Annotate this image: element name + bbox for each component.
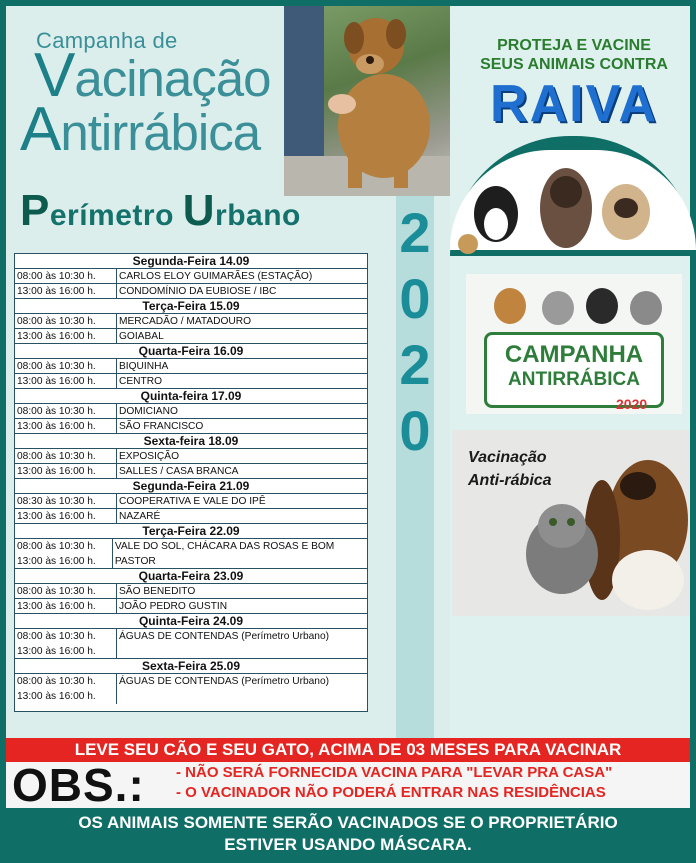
place-cell: COOPERATIVA E VALE DO IPÊ <box>119 496 266 507</box>
campanha-year: 2020 <box>616 396 648 412</box>
title-vacinacao-initial: V <box>34 41 75 110</box>
raiva-line2: SEUS ANIMAIS CONTRA <box>480 56 668 73</box>
time-line: 08:00 às 10:30 h. <box>17 676 96 687</box>
time-cell: 13:00 às 16:00 h. <box>15 464 117 478</box>
table-row <box>15 599 367 614</box>
time-cell: 08:00 às 10:30 h. <box>15 404 117 418</box>
time-cell <box>15 629 117 658</box>
dog-photo <box>284 6 450 196</box>
footer-notice <box>6 812 690 858</box>
time-cell: 08:00 às 10:30 h. <box>15 449 117 463</box>
time-cell: 13:00 às 16:00 h. <box>15 374 117 388</box>
day-header: Quinta-Feira 24.09 <box>15 614 367 629</box>
place-cell: CARLOS ELOY GUIMARÃES (ESTAÇÃO) <box>119 271 313 282</box>
title-vacinacao <box>34 41 271 110</box>
day-header: Quarta-Feira 16.09 <box>15 344 367 359</box>
place-cell: ÁGUAS DE CONTENDAS (Perímetro Urbano) <box>119 676 330 687</box>
year-digit: 2 <box>399 333 431 396</box>
obs-item-2: - O VACINADOR NÃO PODERÁ ENTRAR NAS RESIDÊNCIAS <box>176 784 606 801</box>
animals-with-signs <box>480 282 670 332</box>
table-row-merged <box>15 629 367 659</box>
time-cell: 13:00 às 16:00 h. <box>15 509 117 523</box>
footer-line2: ESTIVER USANDO MÁSCARA. <box>224 835 472 854</box>
day-header: Quarta-Feira 23.09 <box>15 569 367 584</box>
time-cell: 13:00 às 16:00 h. <box>15 419 117 433</box>
table-row <box>15 269 367 284</box>
table-row <box>15 284 367 299</box>
place-cell: SÃO FRANCISCO <box>119 421 204 432</box>
year-vertical <box>396 200 434 464</box>
raiva-word: RAIVA <box>490 75 658 133</box>
title-antirrabica-initial: A <box>20 95 61 164</box>
place-cell: BIQUINHA <box>119 361 169 372</box>
title-antirrabica-rest: ntirrábica <box>60 104 261 161</box>
dogs-group-illustration <box>456 162 686 256</box>
time-cell: 13:00 às 16:00 h. <box>15 329 117 343</box>
place-cell: NAZARÉ <box>119 511 161 522</box>
dog-illustration <box>284 6 450 196</box>
campanha-subtitle: ANTIRRÁBICA <box>508 369 640 390</box>
place-cell: EXPOSIÇÃO <box>119 451 180 462</box>
table-row <box>15 314 367 329</box>
raiva-line1: PROTEJA E VACINE <box>497 37 651 54</box>
time-cell: 13:00 às 16:00 h. <box>15 599 117 613</box>
place-cell: CENTRO <box>119 376 163 387</box>
animals-art <box>480 282 670 332</box>
vaccination-card-line1: Vacinação <box>468 449 547 466</box>
place-cell: ÁGUAS DE CONTENDAS (Perímetro Urbano) <box>119 631 330 642</box>
section-title <box>20 186 301 236</box>
title-antirrabica <box>20 95 261 164</box>
day-header: Terça-Feira 22.09 <box>15 524 367 539</box>
table-row <box>15 494 367 509</box>
vaccination-card-text <box>468 446 552 492</box>
place-cell: JOÃO PEDRO GUSTIN <box>119 601 228 612</box>
time-cell <box>15 674 117 704</box>
table-row <box>15 509 367 524</box>
day-header: Segunda-Feira 14.09 <box>15 254 367 269</box>
time-cell: 08:00 às 10:30 h. <box>15 584 117 598</box>
footer-line1: OS ANIMAIS SOMENTE SERÃO VACINADOS SE O PROPRIETÁRIO <box>78 813 618 832</box>
time-cell: 08:00 às 10:30 h. <box>15 269 117 283</box>
table-row <box>15 584 367 599</box>
title-vacinacao-rest: acinação <box>74 50 271 107</box>
day-header: Sexta-Feira 25.09 <box>15 659 367 674</box>
campaign-subtitle: Campanha de <box>36 28 178 53</box>
day-header: Segunda-Feira 21.09 <box>15 479 367 494</box>
section-title-initial-u: U <box>182 186 216 235</box>
section-title-word1: erímetro <box>49 199 183 232</box>
time-line: 13:00 às 16:00 h. <box>17 556 96 567</box>
year-digit: 2 <box>399 201 431 264</box>
place-cell: GOIABAL <box>119 331 164 342</box>
campanha-title: CAMPANHA <box>504 341 644 368</box>
obs-label: OBS.: <box>12 759 145 811</box>
place-cell: SALLES / CASA BRANCA <box>119 466 239 477</box>
schedule-table <box>14 253 368 712</box>
table-row-merged <box>15 539 367 569</box>
table-row <box>15 374 367 389</box>
place-cell: SÃO BENEDITO <box>119 586 196 597</box>
table-row <box>15 329 367 344</box>
place-cell: VALE DO SOL, CHÁCARA DAS ROSAS E BOM PASTOR <box>114 541 335 567</box>
section-title-initial-p: P <box>20 186 50 235</box>
place-cell: CONDOMÍNIO DA EUBIOSE / IBC <box>119 286 277 297</box>
section-title-word2: rbano <box>215 199 301 232</box>
notice-headline: LEVE SEU CÃO E SEU GATO, ACIMA DE 03 MESES PARA VACINAR <box>6 738 690 762</box>
vaccination-card-line2: Anti-rábica <box>468 472 552 489</box>
time-line: 08:00 às 10:30 h. <box>17 541 96 552</box>
table-row <box>15 359 367 374</box>
time-cell <box>15 539 113 568</box>
year-digit: 0 <box>399 267 431 330</box>
place-cell: MERCADÃO / MATADOURO <box>119 316 252 327</box>
time-line: 13:00 às 16:00 h. <box>17 646 96 657</box>
time-cell: 13:00 às 16:00 h. <box>15 284 117 298</box>
table-row <box>15 419 367 434</box>
time-line: 13:00 às 16:00 h. <box>17 691 96 702</box>
year-digit: 0 <box>399 399 431 462</box>
table-row <box>15 404 367 419</box>
dogs-group-art <box>456 162 686 256</box>
time-line: 08:00 às 10:30 h. <box>17 631 96 642</box>
time-cell: 08:00 às 10:30 h. <box>15 359 117 373</box>
day-header: Quinta-feira 17.09 <box>15 389 367 404</box>
raiva-banner <box>462 36 686 148</box>
table-row <box>15 464 367 479</box>
place-cell: DOMICIANO <box>119 406 178 417</box>
day-header: Terça-Feira 15.09 <box>15 299 367 314</box>
obs-item-1: - NÃO SERÁ FORNECIDA VACINA PARA "LEVAR PRA CASA" <box>176 764 613 781</box>
time-cell: 08:30 às 10:30 h. <box>15 494 117 508</box>
table-row-merged <box>15 674 367 704</box>
day-header: Sexta-feira 18.09 <box>15 434 367 449</box>
time-cell: 08:00 às 10:30 h. <box>15 314 117 328</box>
table-row <box>15 449 367 464</box>
